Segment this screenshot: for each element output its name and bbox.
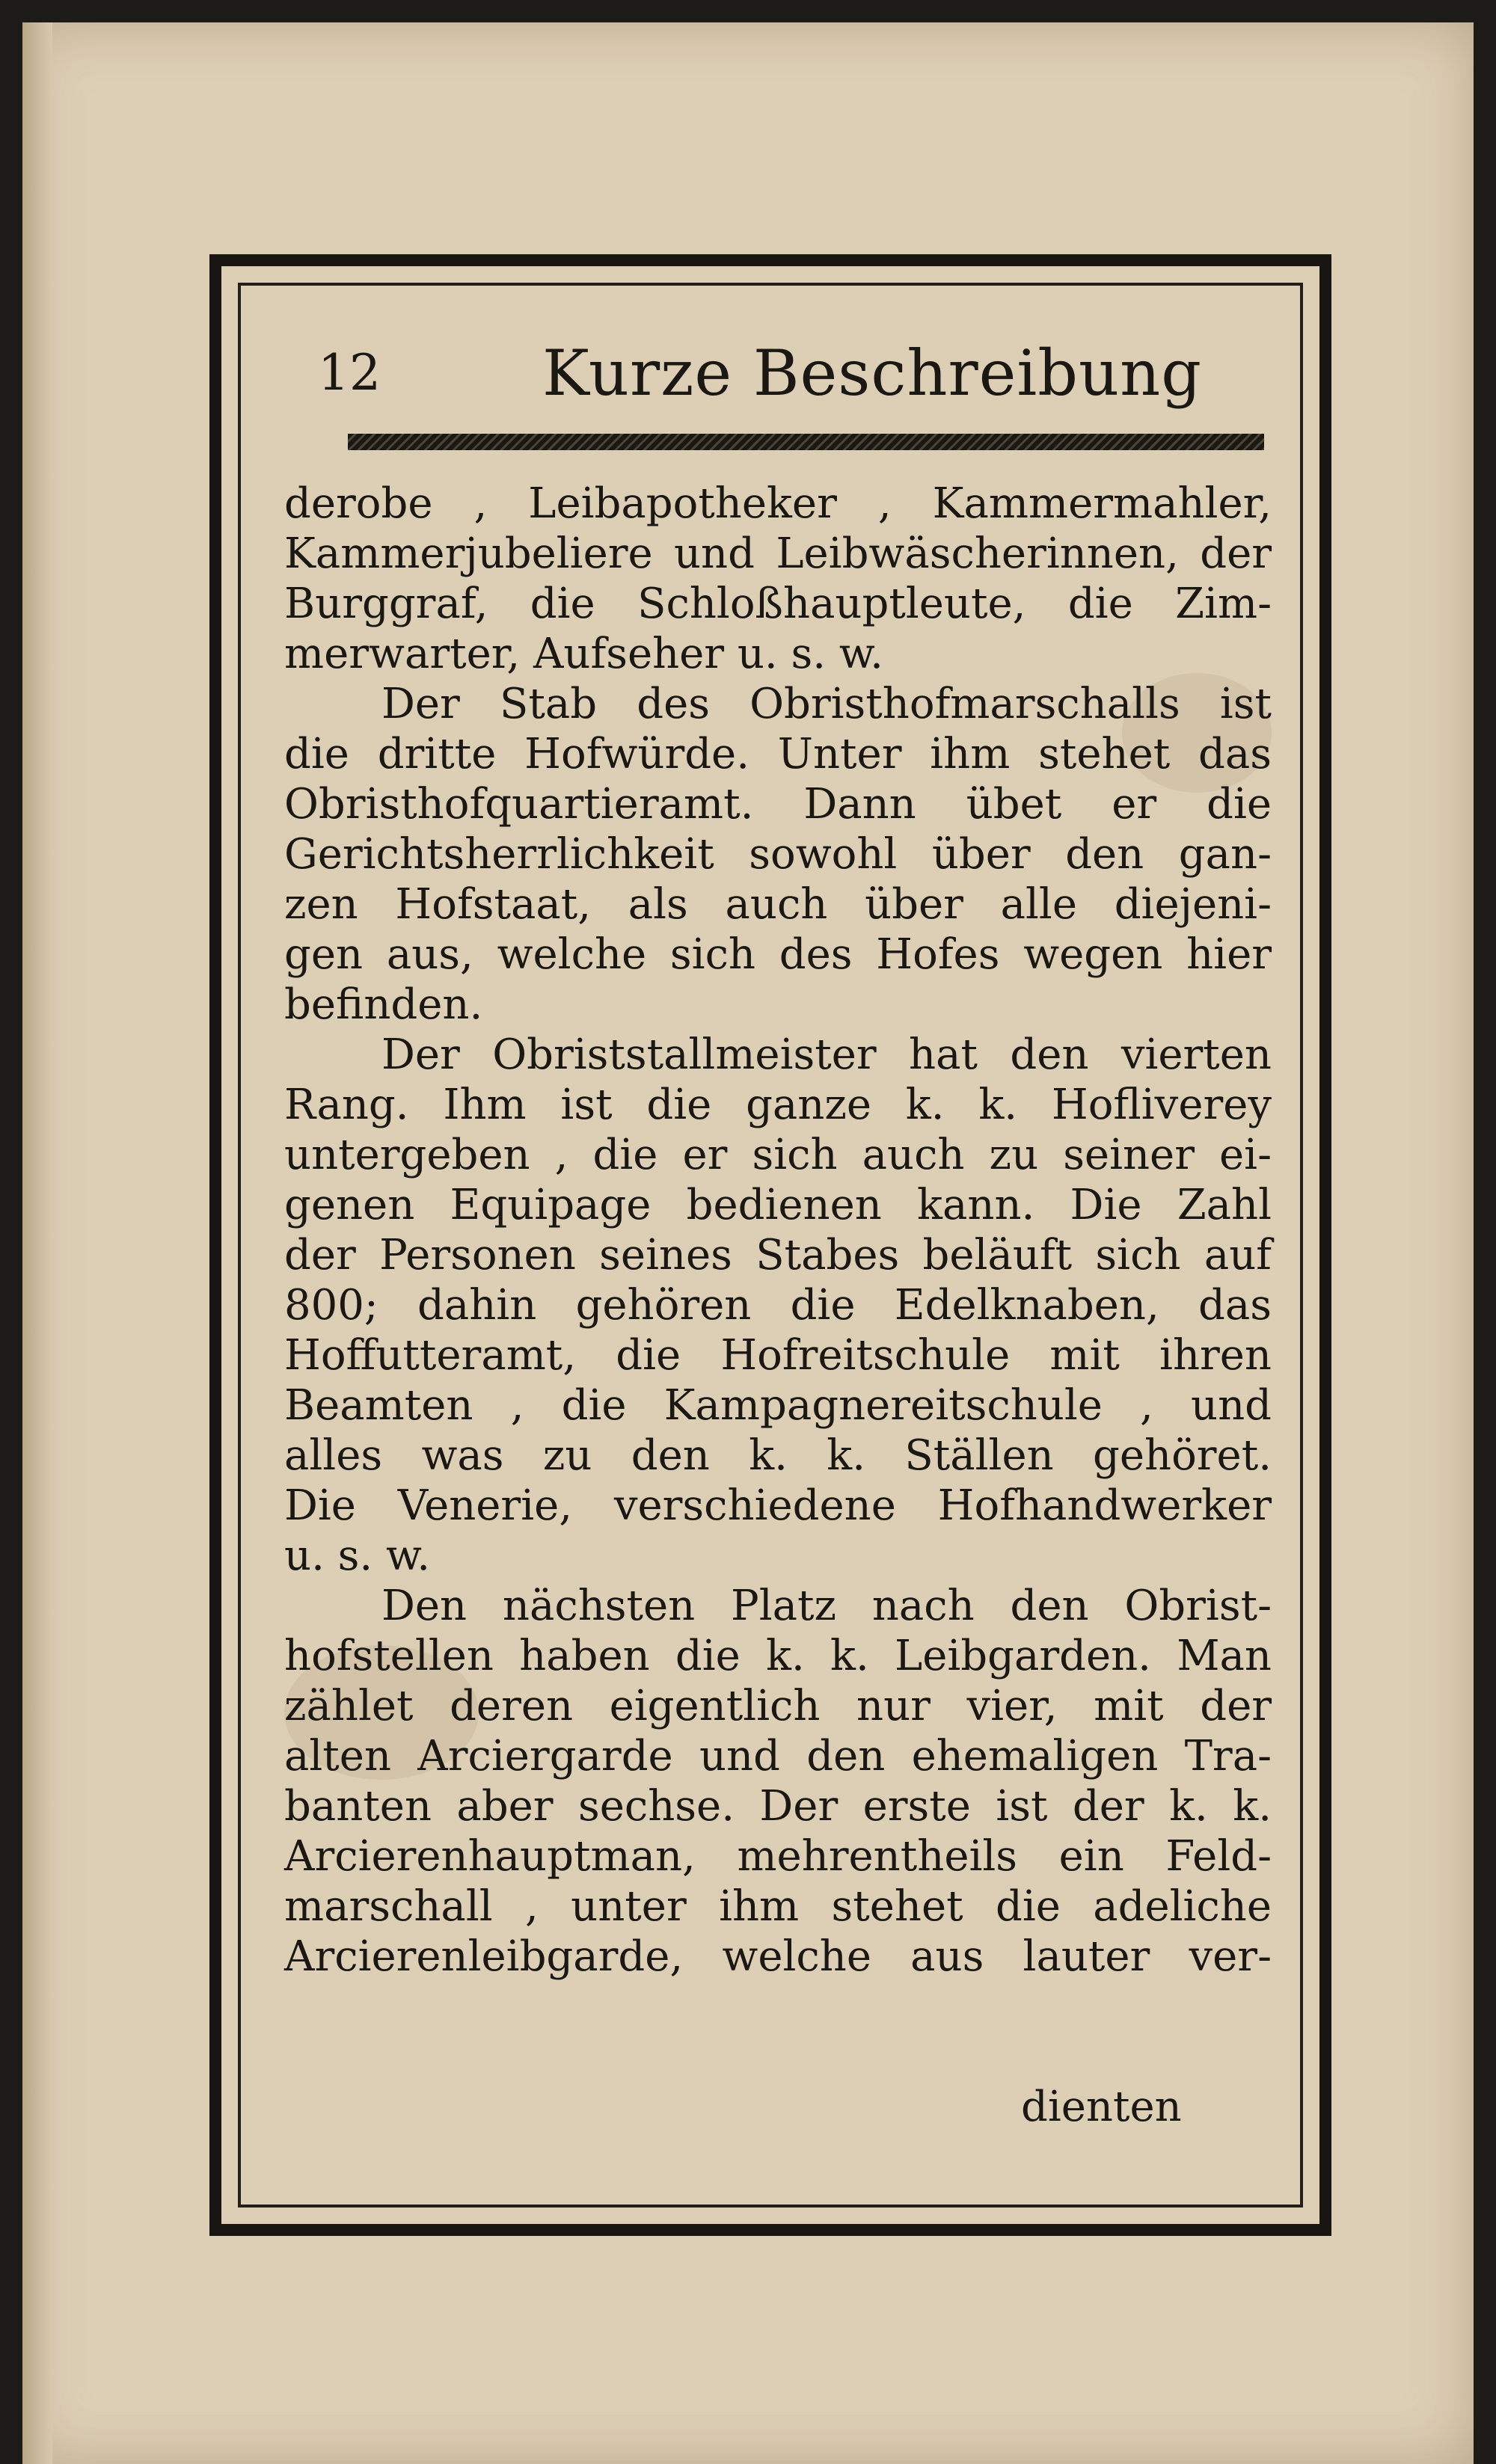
page-edge [22, 22, 52, 2464]
text-line: hofstellen haben die k. k. Leibgarden. Man [284, 1632, 1272, 1680]
page-header [318, 337, 1462, 426]
text-line: Obristhofquartieramt. Dann übet er die [284, 780, 1272, 829]
text-line: u. s. w. [284, 1531, 431, 1580]
text-line: Hoffutteramt, die Hofreitschule mit ihren [284, 1331, 1272, 1380]
text-line: Den nächsten Platz nach den Obrist- [381, 1582, 1272, 1630]
text-line: Arcierenleibgarde, welche aus lauter ver- [284, 1932, 1272, 1981]
text-line: merwarter, Aufseher u. s. w. [284, 630, 883, 678]
catchword: dienten [1021, 2083, 1182, 2131]
header-rule [348, 434, 1264, 450]
text-line: Die Venerie, verschiedene Hofhandwerker [284, 1481, 1272, 1530]
text-line: marschall , unter ihm stehet die adeliche [284, 1882, 1272, 1931]
text-line: banten aber sechse. Der erste ist der k. k. [284, 1782, 1272, 1831]
text-line: Kammerjubeliere und Leibwäscherinnen, der [284, 529, 1272, 578]
text-line: Arcierenhauptman, mehrentheils ein Feld- [284, 1832, 1272, 1881]
text-line: Der Stab des Obristhofmarschalls ist [381, 680, 1272, 728]
text-line: zen Hofstaat, als auch über alle diejeni- [284, 880, 1272, 929]
running-head: Kurze Beschreibung [542, 337, 1202, 410]
text-line: Der Obriststallmeister hat den vierten [381, 1030, 1272, 1079]
text-line: Burggraf, die Schloßhauptleute, die Zim- [284, 580, 1272, 628]
text-line: derobe , Leibapotheker , Kammermahler, [284, 479, 1272, 528]
text-line: Beamten , die Kampagnereitschule , und [284, 1381, 1272, 1430]
body-text [284, 479, 1272, 1982]
page-number: 12 [318, 344, 381, 402]
text-line: Gerichtsherrlichkeit sowohl über den gan- [284, 830, 1272, 879]
text-line: 800; dahin gehören die Edelknaben, das [284, 1281, 1272, 1330]
text-line: befinden. [284, 980, 483, 1029]
text-line: zählet deren eigentlich nur vier, mit der [284, 1682, 1272, 1730]
text-line: alten Arciergarde und den ehemaligen Tra- [284, 1732, 1272, 1781]
text-line: untergeben , die er sich auch zu seiner ei- [284, 1131, 1272, 1179]
text-line: alles was zu den k. k. Ställen gehöret. [284, 1431, 1272, 1480]
text-line: gen aus, welche sich des Hofes wegen hier [284, 930, 1272, 979]
text-line: Rang. Ihm ist die ganze k. k. Hofliverey [284, 1081, 1272, 1129]
text-line: der Personen seines Stabes beläuft sich auf [284, 1231, 1272, 1279]
text-line: die dritte Hofwürde. Unter ihm stehet das [284, 730, 1272, 778]
text-line: genen Equipage bedienen kann. Die Zahl [284, 1181, 1272, 1229]
